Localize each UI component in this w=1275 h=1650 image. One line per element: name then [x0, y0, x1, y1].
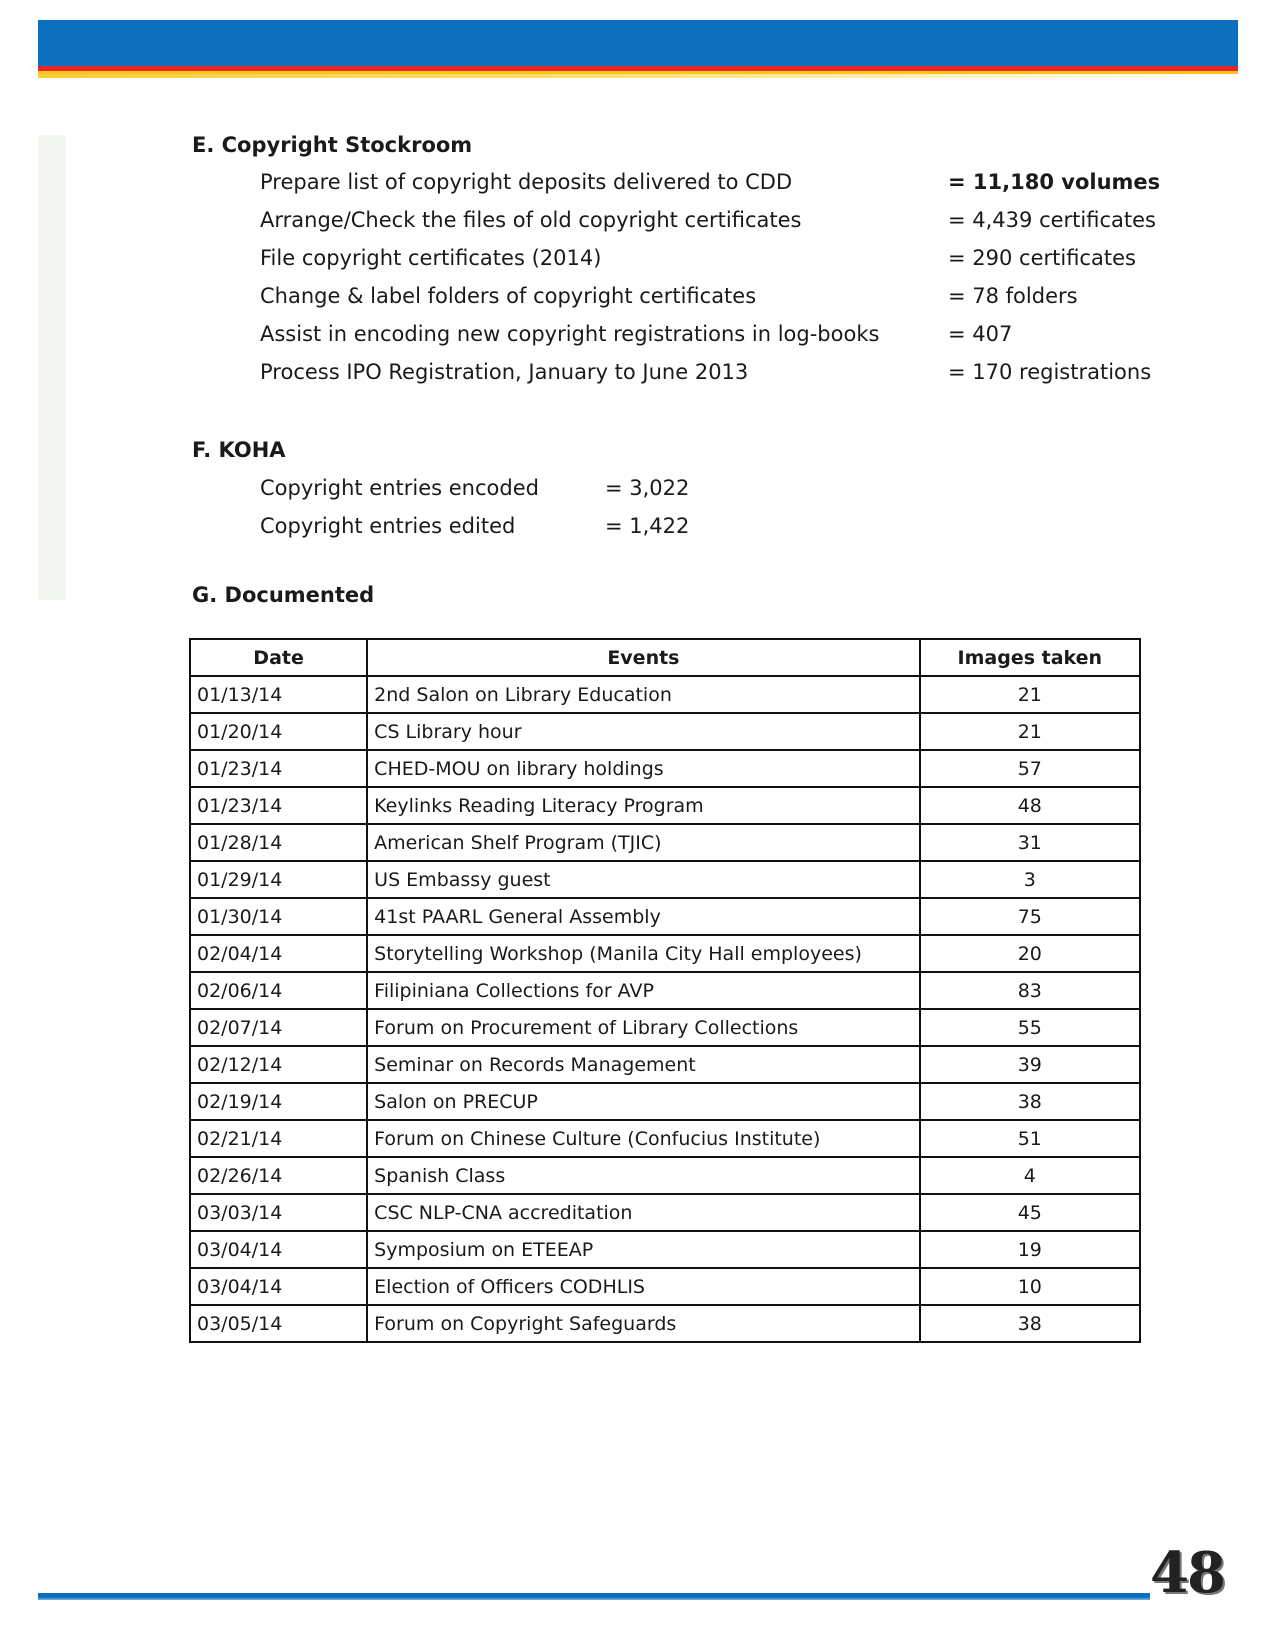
event-cell: CS Library hour — [367, 713, 919, 750]
event-cell: US Embassy guest — [367, 861, 919, 898]
date-cell: 02/21/14 — [190, 1120, 367, 1157]
event-cell: CHED-MOU on library holdings — [367, 750, 919, 787]
stockroom-item-value: = 407 — [948, 322, 1013, 346]
event-cell: CSC NLP-CNA accreditation — [367, 1194, 919, 1231]
table-header-row — [190, 639, 1140, 676]
images-cell: 57 — [920, 750, 1140, 787]
stockroom-item — [260, 284, 1160, 314]
table-row — [190, 1009, 1140, 1046]
table-row — [190, 1157, 1140, 1194]
stockroom-item-value: = 290 certificates — [948, 246, 1136, 270]
date-cell: 02/06/14 — [190, 972, 367, 1009]
images-cell: 21 — [920, 676, 1140, 713]
date-cell: 03/05/14 — [190, 1305, 367, 1342]
date-cell: 02/12/14 — [190, 1046, 367, 1083]
images-cell: 39 — [920, 1046, 1140, 1083]
stockroom-item-value: = 4,439 certificates — [948, 208, 1156, 232]
images-cell: 45 — [920, 1194, 1140, 1231]
event-cell: Forum on Chinese Culture (Confucius Institute) — [367, 1120, 919, 1157]
table-row — [190, 898, 1140, 935]
table-row — [190, 1046, 1140, 1083]
event-cell: Election of Officers CODHLIS — [367, 1268, 919, 1305]
images-cell: 51 — [920, 1120, 1140, 1157]
date-cell: 02/26/14 — [190, 1157, 367, 1194]
event-cell: Filipiniana Collections for AVP — [367, 972, 919, 1009]
table-row — [190, 713, 1140, 750]
event-cell: Forum on Copyright Safeguards — [367, 1305, 919, 1342]
documented-events-table — [189, 638, 1141, 1343]
images-cell: 20 — [920, 935, 1140, 972]
stockroom-item-label: Arrange/Check the files of old copyright certificates — [260, 208, 802, 232]
koha-item-value: = 1,422 — [605, 514, 690, 538]
images-cell: 19 — [920, 1231, 1140, 1268]
stockroom-item-label: Assist in encoding new copyright registrations in log-books — [260, 322, 880, 346]
images-cell: 38 — [920, 1083, 1140, 1120]
table-row — [190, 1231, 1140, 1268]
event-cell: American Shelf Program (TJIC) — [367, 824, 919, 861]
images-cell: 75 — [920, 898, 1140, 935]
date-cell: 01/29/14 — [190, 861, 367, 898]
stockroom-item — [260, 322, 1160, 352]
page-number: 48 — [1150, 1540, 1224, 1606]
table-row — [190, 1305, 1140, 1342]
event-cell: Symposium on ETEEAP — [367, 1231, 919, 1268]
table-row — [190, 787, 1140, 824]
date-cell: 03/04/14 — [190, 1268, 367, 1305]
stockroom-item-label: Process IPO Registration, January to June 2013 — [260, 360, 749, 384]
table-row — [190, 824, 1140, 861]
event-cell: Forum on Procurement of Library Collections — [367, 1009, 919, 1046]
table-row — [190, 935, 1140, 972]
stockroom-item — [260, 246, 1160, 276]
table-row — [190, 861, 1140, 898]
event-cell: Spanish Class — [367, 1157, 919, 1194]
table-row — [190, 972, 1140, 1009]
images-cell: 38 — [920, 1305, 1140, 1342]
side-margin-shade — [38, 135, 66, 600]
stockroom-item-value: = 11,180 volumes — [948, 170, 1161, 194]
table-row — [190, 676, 1140, 713]
event-cell: 41st PAARL General Assembly — [367, 898, 919, 935]
date-cell: 01/13/14 — [190, 676, 367, 713]
date-cell: 03/03/14 — [190, 1194, 367, 1231]
event-cell: Salon on PRECUP — [367, 1083, 919, 1120]
images-cell: 31 — [920, 824, 1140, 861]
images-cell: 83 — [920, 972, 1140, 1009]
section-g-heading: G. Documented — [192, 583, 375, 607]
event-cell: Keylinks Reading Literacy Program — [367, 787, 919, 824]
table-row — [190, 1268, 1140, 1305]
date-cell: 02/07/14 — [190, 1009, 367, 1046]
stockroom-item — [260, 208, 1160, 238]
images-cell: 3 — [920, 861, 1140, 898]
images-cell: 10 — [920, 1268, 1140, 1305]
event-cell: 2nd Salon on Library Education — [367, 676, 919, 713]
images-cell: 48 — [920, 787, 1140, 824]
koha-item-value: = 3,022 — [605, 476, 690, 500]
stockroom-item-label: Prepare list of copyright deposits delivered to CDD — [260, 170, 793, 194]
event-cell: Storytelling Workshop (Manila City Hall employees) — [367, 935, 919, 972]
table-row — [190, 750, 1140, 787]
stockroom-item — [260, 360, 1160, 390]
date-cell: 02/04/14 — [190, 935, 367, 972]
column-header-images: Images taken — [920, 639, 1140, 676]
table-row — [190, 1120, 1140, 1157]
koha-item — [260, 514, 1160, 544]
table-row — [190, 1083, 1140, 1120]
header-red-stripe — [38, 66, 1238, 74]
stockroom-item-value: = 170 registrations — [948, 360, 1152, 384]
date-cell: 01/20/14 — [190, 713, 367, 750]
koha-item-label: Copyright entries encoded — [260, 476, 539, 500]
stockroom-item-label: Change & label folders of copyright certificates — [260, 284, 757, 308]
images-cell: 21 — [920, 713, 1140, 750]
koha-item — [260, 476, 1160, 506]
images-cell: 55 — [920, 1009, 1140, 1046]
stockroom-item-value: = 78 folders — [948, 284, 1078, 308]
footer-rule — [38, 1593, 1150, 1600]
event-cell: Seminar on Records Management — [367, 1046, 919, 1083]
images-cell: 4 — [920, 1157, 1140, 1194]
table-body — [190, 676, 1140, 1342]
header-banner — [38, 20, 1238, 70]
section-f-heading: F. KOHA — [192, 438, 286, 462]
table-row — [190, 1194, 1140, 1231]
stockroom-item-label: File copyright certificates (2014) — [260, 246, 602, 270]
column-header-events: Events — [367, 639, 919, 676]
date-cell: 01/30/14 — [190, 898, 367, 935]
date-cell: 01/23/14 — [190, 750, 367, 787]
header-yellow-stripe — [38, 74, 1238, 78]
koha-item-label: Copyright entries edited — [260, 514, 516, 538]
date-cell: 03/04/14 — [190, 1231, 367, 1268]
stockroom-item — [260, 170, 1160, 200]
date-cell: 01/28/14 — [190, 824, 367, 861]
column-header-date: Date — [190, 639, 367, 676]
date-cell: 02/19/14 — [190, 1083, 367, 1120]
section-e-heading: E. Copyright Stockroom — [192, 133, 473, 157]
date-cell: 01/23/14 — [190, 787, 367, 824]
